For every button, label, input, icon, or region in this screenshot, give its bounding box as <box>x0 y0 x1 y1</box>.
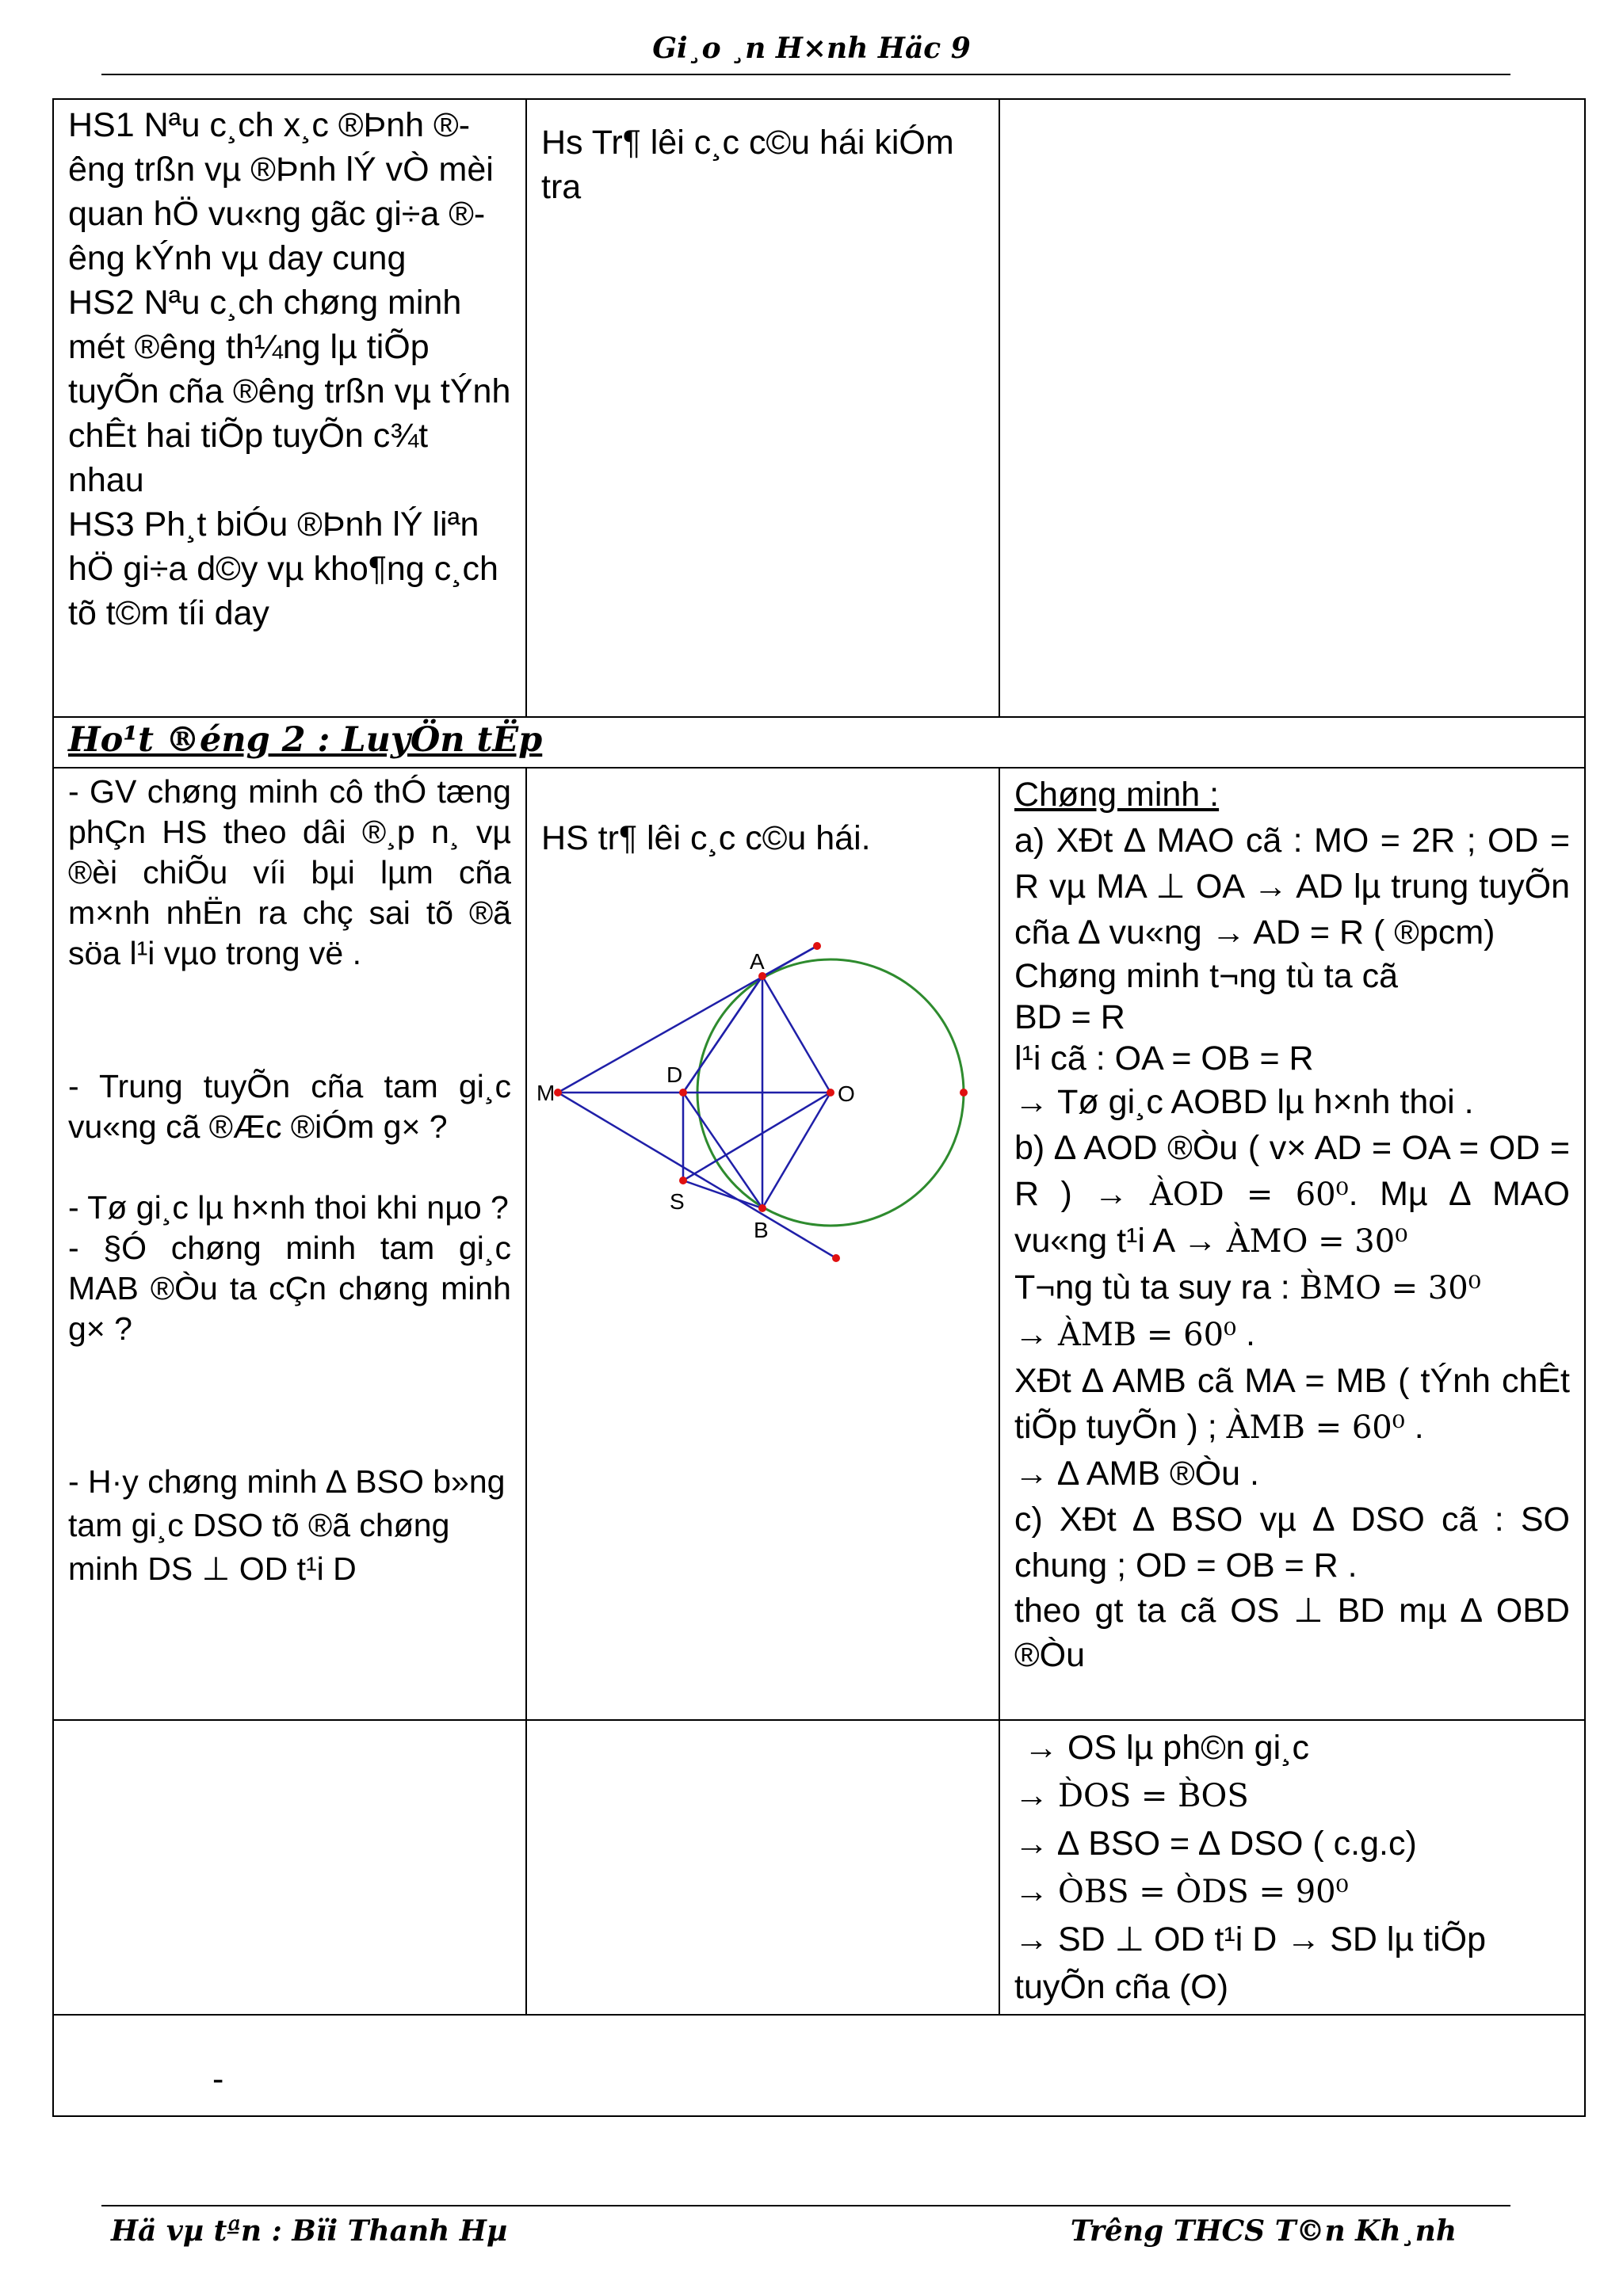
proof-line-2: Chøng minh t¬ng tù ta cã <box>1014 957 1399 995</box>
label-o: O <box>838 1081 855 1106</box>
tangent-mb <box>558 1093 836 1258</box>
section-title: Ho¹t ®éng 2 : LuyÖn tËp <box>53 717 1585 768</box>
angle-dos-bos: D̀OS = B̀OS <box>1057 1778 1249 1814</box>
segment-sb <box>683 1180 762 1208</box>
proof-cont-arrow: → <box>1014 1776 1048 1814</box>
footer-school: Trêng THCS T©n Kh¸nh <box>1070 2214 1457 2248</box>
guidance-p1: - GV chøng minh cô thÓ tæng phÇn HS theo dâi ®¸p n¸ vµ ®èi chiÕu víi bµi lµm cña m×nh nhËn ra chç sai tõ ®ã söa l¹i vµo trong vë . <box>68 773 511 971</box>
footer-author: Hä vµ tªn : Bïi Thanh Hµ <box>111 2214 508 2248</box>
proof-cont-3: → ∆ BSO = ∆ DSO ( c.g.c) <box>1014 1825 1417 1863</box>
angle-amb-2: ÀMB = 60⁰ <box>1226 1409 1405 1446</box>
label-a: A <box>750 949 765 974</box>
hs3-question: HS3 Ph¸t biÓu ®Þnh lÝ liªn hÖ gi÷a d©y vµ kho¶ng c¸ch tõ t©m tíi day <box>68 505 498 632</box>
proof-line-b <box>1014 1125 1570 1264</box>
proof-cont-2 <box>1014 1772 1570 1820</box>
point-m <box>554 1089 562 1097</box>
table-row-check <box>53 99 1585 717</box>
table-row-final <box>53 2015 1585 2116</box>
label-b: B <box>754 1218 769 1242</box>
label-m: M <box>537 1081 556 1105</box>
angle-bmo: B̀MO = 30⁰ <box>1299 1270 1481 1306</box>
cell-student-answers <box>526 99 999 717</box>
proof-cont-5: → SD ⊥ OD t¹i D → SD lµ tiÕp tuyÕn cña (O) <box>1014 1920 1487 2006</box>
geometry-figure <box>527 876 971 1272</box>
segment-ob <box>762 1093 831 1208</box>
proof-line-7 <box>1014 1264 1570 1311</box>
segment-oa <box>762 976 831 1093</box>
proof-line-12: theo gt ta cã OS ⊥ BD mµ ∆ OBD ®Òu <box>1014 1592 1570 1674</box>
proof-cont-1: → OS lµ ph©n gi¸c <box>1024 1729 1309 1767</box>
proof-line-3: BD = R <box>1014 998 1125 1036</box>
proof-line-9-end: . <box>1414 1408 1424 1446</box>
proof-arrow: → <box>1014 1315 1048 1353</box>
label-s: S <box>670 1189 685 1214</box>
proof-line-8 <box>1014 1311 1570 1358</box>
cell-teacher-questions <box>53 99 526 717</box>
student-reply-text: HS tr¶ lêi c¸c c©u hái. <box>541 819 871 857</box>
proof-line-7-text: T¬ng tù ta suy ra : <box>1014 1268 1290 1306</box>
angle-amb: ÀMB = 60⁰ <box>1057 1317 1237 1353</box>
proof-line-4: l¹i cã : OA = OB = R <box>1014 1039 1314 1077</box>
lesson-table <box>52 98 1586 2117</box>
angle-aod: ÀOD = 60⁰ <box>1149 1177 1349 1213</box>
footer-rule <box>101 2205 1510 2206</box>
cell-empty-2 <box>526 1720 999 2015</box>
guidance-p5: - H·y chøng minh ∆ BSO b»ng tam gi¸c DSO tõ ®ã chøng minh DS ⊥ OD t¹i D <box>68 1463 506 1587</box>
segment-da <box>683 976 762 1093</box>
proof-line-a: a) XÐt ∆ MAO cã : MO = 2R ; OD = R vµ MA ⊥ OA → AD lµ trung tuyÕn cña ∆ vu«ng → AD = R ( ®pcm) <box>1014 822 1570 952</box>
proof-line-9 <box>1014 1358 1570 1451</box>
hs2-question: HS2 Nªu c¸ch chøng minh mét ®êng th¼ng lµ tiÕp tuyÕn cña ®êng trßn vµ tÝnh chÊt hai tiÕp tuyÕn c¾t nhau <box>68 284 511 499</box>
proof-line-b-text2: . Mµ ∆ MAO vu«ng t¹i A → <box>1014 1175 1570 1260</box>
cell-empty-1 <box>53 1720 526 2015</box>
label-d: D <box>666 1062 683 1087</box>
guidance-p3: - Tø gi¸c lµ h×nh thoi khi nµo ? <box>68 1189 509 1226</box>
proof-line-8-end: . <box>1246 1315 1255 1353</box>
proof-cont-arrow-2: → <box>1014 1872 1048 1910</box>
point-d <box>679 1089 687 1097</box>
proof-line-5: → Tø gi¸c AOBD lµ h×nh thoi . <box>1014 1083 1474 1121</box>
point-s <box>679 1177 687 1184</box>
point-circle-right <box>960 1089 968 1097</box>
table-row-section <box>53 717 1585 768</box>
table-row-practice <box>53 768 1585 1720</box>
final-dash: - <box>212 2060 224 2098</box>
cell-final <box>53 2015 1585 2116</box>
point-o <box>827 1089 834 1097</box>
hs1-question: HS1 Nªu c¸ch x¸c ®Þnh ®êng trßn vµ ®Þnh lÝ vÒ mèi quan hÖ vu«ng gãc gi÷a ®êng kÝnh vµ day cung <box>68 106 494 277</box>
table-row-proof-cont <box>53 1720 1585 2015</box>
student-answer-text: Hs Tr¶ lêi c¸c c©u hái kiÓm tra <box>541 124 954 206</box>
proof-line-9-text: XÐt ∆ AMB cã MA = MB ( tÝnh chÊt tiÕp tuyÕn ) ; <box>1014 1362 1570 1446</box>
header-rule <box>101 74 1510 75</box>
proof-line-10: → ∆ AMB ®Òu . <box>1014 1455 1259 1493</box>
angle-obs-ods: ÒBS = ÒDS = 90⁰ <box>1057 1874 1349 1910</box>
point-ma-end <box>813 942 821 950</box>
proof-cont-4 <box>1014 1867 1570 1916</box>
proof-line-c: c) XÐt ∆ BSO vµ ∆ DSO cã : SO chung ; OD = OB = R . <box>1014 1501 1570 1585</box>
proof-line-b-text: b) ∆ AOD ®Òu ( v× AD = OA = OD = R ) → <box>1014 1129 1570 1213</box>
cell-proof <box>999 768 1585 1720</box>
guidance-p2: - Trung tuyÕn cña tam gi¸c vu«ng cã ®Æc ®iÓm g× ? <box>68 1068 511 1145</box>
point-mb-end <box>832 1254 840 1262</box>
point-b <box>758 1204 766 1212</box>
angle-amo: ÀMO = 30⁰ <box>1226 1223 1408 1260</box>
cell-student-figure <box>526 768 999 1720</box>
cell-teacher-guidance <box>53 768 526 1720</box>
document-header-title: Gi¸o ¸n H×nh Häc 9 <box>652 32 971 65</box>
cell-notes-empty <box>999 99 1585 717</box>
cell-proof-continued <box>999 1720 1585 2015</box>
proof-heading: Chøng minh : <box>1014 776 1220 814</box>
guidance-p4: - §Ó chøng minh tam gi¸c MAB ®Òu ta cÇn chøng minh g× ? <box>68 1230 511 1347</box>
